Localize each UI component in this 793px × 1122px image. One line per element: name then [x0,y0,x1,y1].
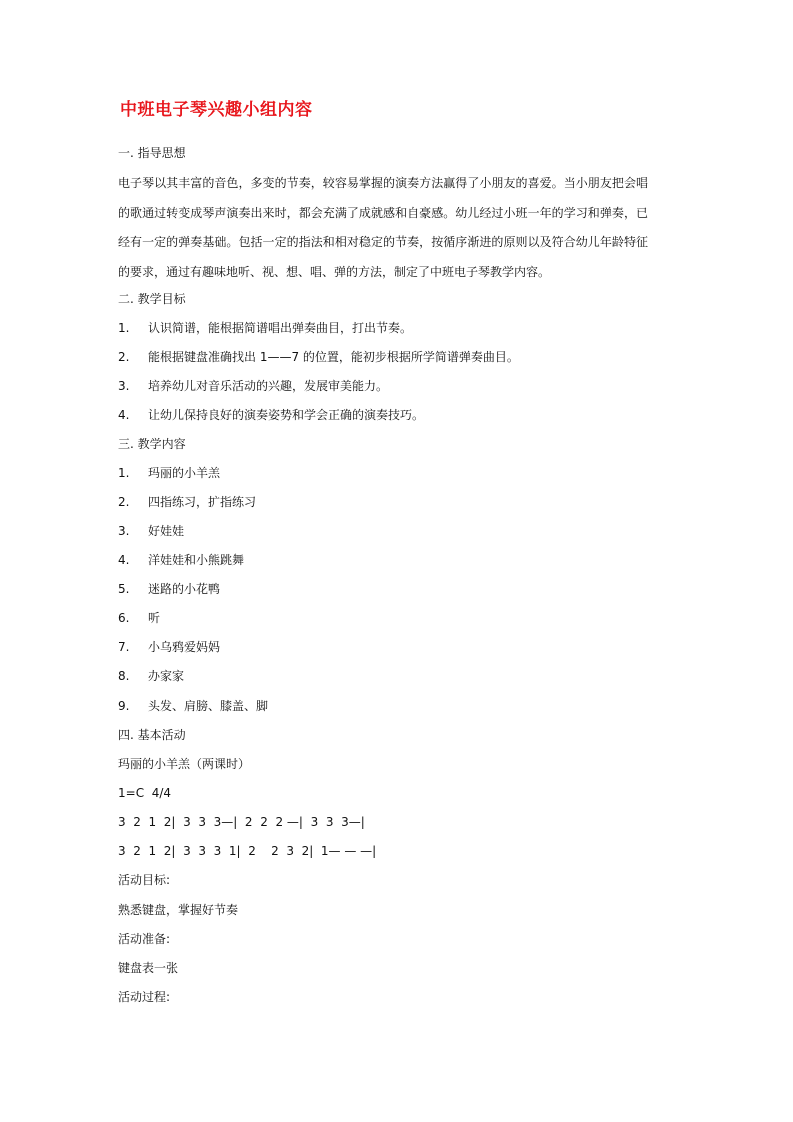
song-title: 玛丽的小羊羔（两课时） [118,757,251,771]
content-item-text: 办家家 [148,669,185,683]
content-item [118,669,184,683]
activity-prep-label: 活动准备: [118,932,171,946]
activity-prep-text: 键盘表一张 [118,961,179,975]
content-item-text: 好娃娃 [148,524,185,538]
goal-item-text: 认识简谱，能根据简谱唱出弹奏曲目，打出节奏。 [148,321,413,335]
content-item [118,582,220,596]
content-item [118,466,220,480]
score-line: 3 2 1 2| 3 3 3 1| 2 2 3 2| 1— — —| [118,844,377,858]
content-item [118,640,220,654]
content-item-number: 7. [118,640,130,654]
content-item-text: 头发、肩膀、膝盖、脚 [148,699,269,713]
content-item-number: 1. [118,466,130,480]
section-heading-content: 三. 教学内容 [118,437,186,451]
goal-item [118,321,412,335]
activity-goal-text: 熟悉键盘，掌握好节奏 [118,903,239,917]
content-item-number: 9. [118,699,130,713]
content-item [118,553,244,567]
section-heading-activities: 四. 基本活动 [118,728,186,742]
content-item [118,524,184,538]
content-item [118,495,256,509]
score-line: 3 2 1 2| 3 3 3—| 2 2 2 —| 3 3 3—| [118,815,365,829]
goal-item-number: 2. [118,350,130,364]
content-item-number: 4. [118,553,130,567]
goal-item [118,379,388,393]
content-item-number: 5. [118,582,130,596]
page-title: 中班电子琴兴趣小组内容 [120,100,313,120]
goal-item [118,350,519,364]
content-item-text: 迷路的小花鸭 [148,582,221,596]
goal-item-number: 1. [118,321,130,335]
content-item-number: 2. [118,495,130,509]
content-item-number: 6. [118,611,130,625]
section-heading-goals: 二. 教学目标 [118,292,186,306]
content-item [118,699,268,713]
content-item-text: 洋娃娃和小熊跳舞 [148,553,245,567]
section-heading-guiding-idea: 一. 指导思想 [118,146,186,160]
content-item-text: 小乌鸦爱妈妈 [148,640,221,654]
song-key: 1=C 4/4 [118,786,172,800]
content-item-text: 四指练习，扩指练习 [148,495,257,509]
goal-item-text: 能根据键盘准确找出 1——7 的位置，能初步根据所学简谱弹奏曲目。 [148,350,519,364]
goal-item-text: 培养幼儿对音乐活动的兴趣，发展审美能力。 [148,379,389,393]
goal-item-text: 让幼儿保持良好的演奏姿势和学会正确的演奏技巧。 [148,408,425,422]
goal-item [118,408,424,422]
goal-item-number: 3. [118,379,130,393]
content-item-number: 3. [118,524,130,538]
goal-item-number: 4. [118,408,130,422]
content-item-text: 玛丽的小羊羔 [148,466,221,480]
content-item-text: 听 [148,611,161,625]
activity-goal-label: 活动目标: [118,873,171,887]
content-item [118,611,160,625]
guiding-idea-paragraph: 电子琴以其丰富的音色，多变的节奏，较容易掌握的演奏方法赢得了小朋友的喜爱。当小朋友把会唱的歌通过转变成琴声演奏出来时，都会充满了成就感和自豪感。幼儿经过小班一年的学习和弹奏，已经有一定的弹奏基础。包括一定的指法和相对稳定的节奏，按循序渐进的原则以及符合幼儿年龄特征的要求，通过有趣味地听、视、想、唱、弹的方法，制定了中班电子琴教学内容。 [118,176,648,279]
content-item-number: 8. [118,669,130,683]
activity-process-label: 活动过程: [118,990,171,1004]
